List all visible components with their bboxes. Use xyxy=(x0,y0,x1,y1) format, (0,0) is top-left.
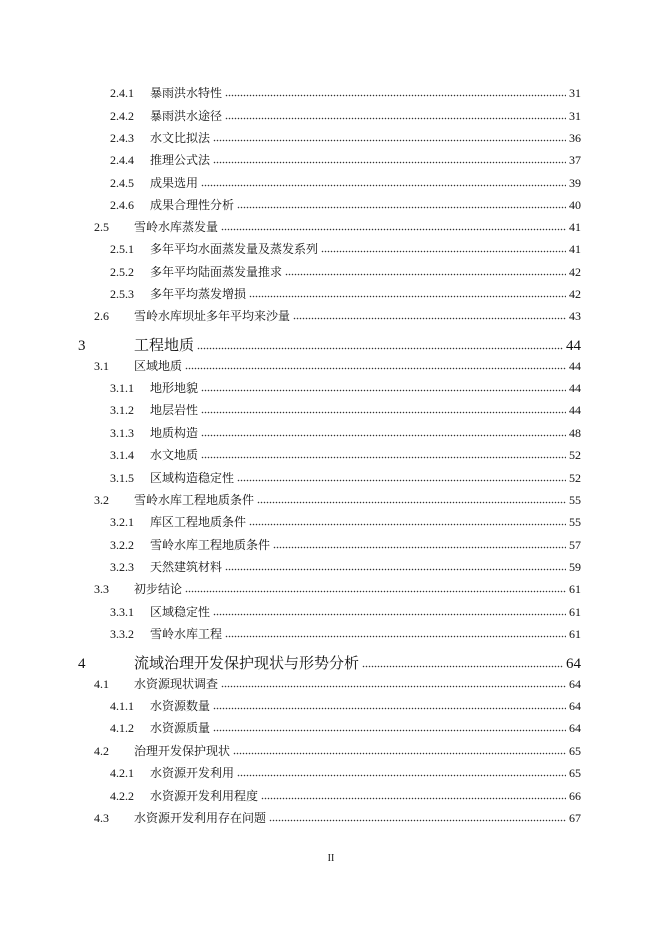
toc-entry-title: 流域治理开发保护现状与形势分析 xyxy=(134,654,360,672)
dot-leader xyxy=(185,581,566,593)
toc-entry-number: 3.3.2 xyxy=(110,627,134,641)
toc-entry-page: 65 xyxy=(569,744,581,758)
dot-leader xyxy=(213,130,566,142)
toc-entry-number: 4 xyxy=(78,656,86,672)
toc-entry-page: 42 xyxy=(569,287,581,301)
toc-entry-page: 40 xyxy=(569,198,581,212)
toc-entry-number: 3.1.4 xyxy=(110,448,134,462)
toc-entry-number: 2.5.3 xyxy=(110,287,134,301)
toc-entry-title: 雪岭水库坝址多年平均来沙量 xyxy=(134,309,291,323)
toc-entry[interactable] xyxy=(94,809,581,826)
toc-entry-title: 水文地质 xyxy=(150,448,199,462)
dot-leader xyxy=(213,152,566,164)
toc-entry-page: 36 xyxy=(569,131,581,145)
toc-entry-title: 治理开发保护现状 xyxy=(134,744,231,758)
toc-entry-page: 57 xyxy=(569,538,581,552)
toc-entry[interactable] xyxy=(110,558,581,575)
toc-entry-page: 41 xyxy=(569,220,581,234)
toc-entry-page: 61 xyxy=(569,627,581,641)
toc-entry[interactable] xyxy=(110,84,581,101)
dot-leader xyxy=(197,335,563,350)
toc-entry[interactable] xyxy=(110,196,581,213)
toc-entry[interactable] xyxy=(94,491,581,508)
toc-entry-page: 44 xyxy=(569,381,581,395)
toc-entry-page: 64 xyxy=(569,699,581,713)
toc-entry[interactable] xyxy=(110,719,581,736)
toc-entry-number: 3.2.2 xyxy=(110,538,134,552)
toc-entry-page: 64 xyxy=(569,677,581,691)
toc-entry-page: 31 xyxy=(569,109,581,123)
toc-entry-title: 雪岭水库工程地质条件 xyxy=(134,493,255,507)
dot-leader xyxy=(269,810,566,822)
toc-entry-number: 3 xyxy=(78,338,86,354)
toc-entry-title: 成果选用 xyxy=(150,176,199,190)
toc-entry[interactable] xyxy=(110,379,581,396)
toc-entry-title: 地层岩性 xyxy=(150,403,199,417)
dot-leader xyxy=(221,676,566,688)
toc-entry-page: 61 xyxy=(569,582,581,596)
toc-entry-title: 多年平均蒸发增损 xyxy=(150,287,247,301)
toc-entry-title: 工程地质 xyxy=(134,336,195,354)
toc-entry-number: 4.1.1 xyxy=(110,699,134,713)
toc-entry-number: 2.5 xyxy=(94,220,109,234)
dot-leader xyxy=(257,492,566,504)
toc-entry-number: 3.3.1 xyxy=(110,605,134,619)
dot-leader xyxy=(249,514,566,526)
dot-leader xyxy=(213,720,566,732)
toc-entry[interactable] xyxy=(110,469,581,486)
toc-entry-number: 2.4.5 xyxy=(110,176,134,190)
toc-entry[interactable] xyxy=(110,129,581,146)
dot-leader xyxy=(201,402,566,414)
toc-entry[interactable] xyxy=(110,285,581,302)
toc-entry[interactable] xyxy=(110,603,581,620)
toc-entry-title: 区域稳定性 xyxy=(150,605,211,619)
toc-entry-title: 水资源数量 xyxy=(150,699,211,713)
toc-entry[interactable] xyxy=(110,107,581,124)
dot-leader xyxy=(225,85,566,97)
toc-entry-page: 64 xyxy=(569,721,581,735)
toc-entry-page: 48 xyxy=(569,426,581,440)
toc-entry-number: 2.5.1 xyxy=(110,242,134,256)
toc-entry-page: 66 xyxy=(569,789,581,803)
toc-entry-number: 4.2 xyxy=(94,744,109,758)
toc-entry[interactable] xyxy=(94,307,581,324)
toc-entry-page: 44 xyxy=(566,338,581,354)
toc-entry-number: 3.1.5 xyxy=(110,471,134,485)
toc-entry[interactable] xyxy=(94,580,581,597)
toc-entry[interactable] xyxy=(110,764,581,781)
dot-leader xyxy=(285,264,566,276)
dot-leader xyxy=(249,286,566,298)
toc-entry[interactable] xyxy=(94,742,581,759)
dot-leader xyxy=(273,537,566,549)
toc-entry[interactable] xyxy=(78,334,581,355)
dot-leader xyxy=(225,626,566,638)
toc-entry-page: 55 xyxy=(569,493,581,507)
dot-leader xyxy=(213,604,566,616)
toc-entry[interactable] xyxy=(110,424,581,441)
toc-entry-number: 3.1.1 xyxy=(110,381,134,395)
toc-entry-page: 61 xyxy=(569,605,581,619)
dot-leader xyxy=(362,653,563,668)
dot-leader xyxy=(225,559,566,571)
toc-entry-page: 65 xyxy=(569,766,581,780)
toc-entry-page: 52 xyxy=(569,448,581,462)
toc-entry-page: 31 xyxy=(569,86,581,100)
toc-entry-title: 天然建筑材料 xyxy=(150,560,223,574)
toc-entry-title: 水文比拟法 xyxy=(150,131,211,145)
toc-entry[interactable] xyxy=(110,625,581,642)
toc-entry-number: 3.2.1 xyxy=(110,515,134,529)
toc-entry-title: 区域构造稳定性 xyxy=(150,471,235,485)
toc-entry-title: 雪岭水库工程地质条件 xyxy=(150,538,271,552)
toc-entry-title: 库区工程地质条件 xyxy=(150,515,247,529)
dot-leader xyxy=(225,108,566,120)
toc-entry-title: 地形地貌 xyxy=(150,381,199,395)
toc-entry-page: 67 xyxy=(569,811,581,825)
page-number-footer: II xyxy=(327,853,335,864)
dot-leader xyxy=(237,470,566,482)
toc-entry-title: 区域地质 xyxy=(134,359,183,373)
toc-entry-number: 4.1 xyxy=(94,677,109,691)
toc-entry[interactable] xyxy=(110,263,581,280)
toc-entry-number: 2.4.6 xyxy=(110,198,134,212)
toc-entry-number: 2.4.4 xyxy=(110,153,134,167)
toc-entry[interactable] xyxy=(94,675,581,692)
toc-entry-title: 水资源开发利用程度 xyxy=(150,789,259,803)
toc-entry-title: 水资源开发利用存在问题 xyxy=(134,811,267,825)
toc-entry-title: 多年平均水面蒸发量及蒸发系列 xyxy=(150,242,319,256)
toc-entry[interactable] xyxy=(110,446,581,463)
toc-entry-page: 39 xyxy=(569,176,581,190)
toc-entry[interactable] xyxy=(110,151,581,168)
toc-entry-page: 43 xyxy=(569,309,581,323)
toc-entry-page: 55 xyxy=(569,515,581,529)
dot-leader xyxy=(213,698,566,710)
toc-entry-title: 初步结论 xyxy=(134,582,183,596)
toc-entry-number: 4.1.2 xyxy=(110,721,134,735)
toc-entry-title: 暴雨洪水途径 xyxy=(150,109,223,123)
toc-entry-number: 2.6 xyxy=(94,309,109,323)
toc-entry-number: 3.1.3 xyxy=(110,426,134,440)
toc-entry-number: 2.5.2 xyxy=(110,265,134,279)
dot-leader xyxy=(201,425,566,437)
dot-leader xyxy=(321,241,566,253)
dot-leader xyxy=(261,788,566,800)
toc-entry-number: 4.3 xyxy=(94,811,109,825)
toc-entry[interactable] xyxy=(110,513,581,530)
toc-entry-number: 3.1.2 xyxy=(110,403,134,417)
dot-leader xyxy=(233,743,566,755)
toc-entry-title: 成果合理性分析 xyxy=(150,198,235,212)
dot-leader xyxy=(237,197,566,209)
toc-entry[interactable] xyxy=(110,697,581,714)
dot-leader xyxy=(221,219,566,231)
toc-entry-number: 3.2 xyxy=(94,493,109,507)
toc-entry-title: 暴雨洪水特性 xyxy=(150,86,223,100)
toc-entry[interactable] xyxy=(94,218,581,235)
toc-entry-page: 42 xyxy=(569,265,581,279)
toc-entry[interactable] xyxy=(110,536,581,553)
toc-entry-title: 地质构造 xyxy=(150,426,199,440)
toc-entry-page: 52 xyxy=(569,471,581,485)
toc-entry-title: 雪岭水库工程 xyxy=(150,627,223,641)
toc-entry-title: 水资源质量 xyxy=(150,721,211,735)
toc-entry[interactable] xyxy=(110,787,581,804)
toc-entry-title: 水资源现状调查 xyxy=(134,677,219,691)
toc-entry-number: 4.2.1 xyxy=(110,766,134,780)
toc-entry[interactable] xyxy=(78,652,581,673)
toc-entry-number: 2.4.1 xyxy=(110,86,134,100)
dot-leader xyxy=(237,765,566,777)
toc-entry-number: 2.4.2 xyxy=(110,109,134,123)
toc-entry-number: 2.4.3 xyxy=(110,131,134,145)
toc-entry-page: 44 xyxy=(569,359,581,373)
toc-entry-number: 3.1 xyxy=(94,359,109,373)
toc-entry-page: 64 xyxy=(566,656,581,672)
toc-entry-page: 59 xyxy=(569,560,581,574)
toc-entry[interactable] xyxy=(110,240,581,257)
toc-entry[interactable] xyxy=(110,401,581,418)
dot-leader xyxy=(185,358,566,370)
toc-entry-page: 44 xyxy=(569,403,581,417)
toc-entry-page: 41 xyxy=(569,242,581,256)
toc-entry-number: 3.2.3 xyxy=(110,560,134,574)
toc-entry-title: 水资源开发利用 xyxy=(150,766,235,780)
toc-entry-title: 多年平均陆面蒸发量推求 xyxy=(150,265,283,279)
toc-entry-title: 推理公式法 xyxy=(150,153,211,167)
toc-entry-number: 4.2.2 xyxy=(110,789,134,803)
toc-entry[interactable] xyxy=(94,357,581,374)
dot-leader xyxy=(201,447,566,459)
toc-entry-page: 37 xyxy=(569,153,581,167)
dot-leader xyxy=(201,380,566,392)
toc-entry-number: 3.3 xyxy=(94,582,109,596)
toc-entry[interactable] xyxy=(110,174,581,191)
dot-leader xyxy=(293,308,566,320)
toc-entry-title: 雪岭水库蒸发量 xyxy=(134,220,219,234)
dot-leader xyxy=(201,175,566,187)
